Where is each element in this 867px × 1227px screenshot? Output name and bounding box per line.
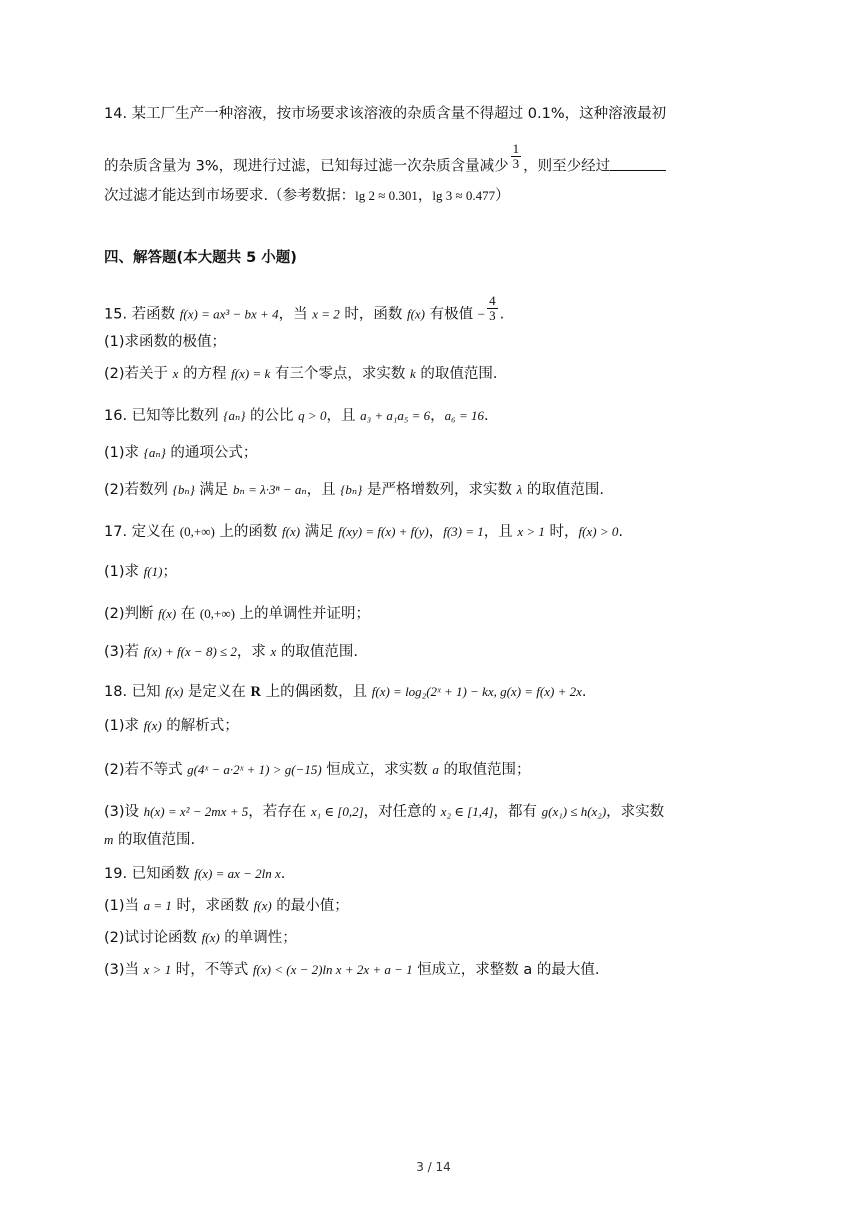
- q16-text: 的通项公式；: [165, 445, 258, 461]
- q18-stem: [104, 682, 587, 702]
- q15-part1-text: (1)求函数的极值；: [104, 334, 227, 350]
- q15-part1: [104, 332, 226, 352]
- q19-part3: [104, 960, 599, 980]
- q15-frac-num: 4: [489, 293, 496, 308]
- q16-eq: bₙ = λ·3ⁿ − aₙ: [233, 482, 307, 497]
- q15-frac-den: 3: [489, 308, 496, 323]
- q19-text: 时，求函数: [171, 898, 254, 914]
- q17-var: x: [270, 644, 277, 659]
- q16-text: (1)求: [104, 445, 144, 461]
- q14-text: 次过滤才能达到市场要求.（参考数据：: [104, 188, 356, 204]
- q19-text: (1)当: [104, 898, 144, 914]
- q15-text: ，当: [278, 306, 313, 323]
- q18-text: 恒成立，求实数: [321, 762, 433, 778]
- q16-q: q > 0: [298, 408, 327, 423]
- q19-func: f(x) = ax − 2ln x: [194, 866, 281, 881]
- q18-x1: x₁ ∈ [0,2]: [310, 804, 364, 819]
- q17-stem: [104, 522, 623, 542]
- q19-fx: f(x): [253, 898, 272, 913]
- q15-fx: f(x): [406, 306, 425, 322]
- q16-part2: [104, 480, 604, 500]
- q15-text: (2)若关于: [104, 366, 173, 382]
- q14-text: ）: [495, 188, 510, 204]
- q14-line1-text: 14. 某工厂生产一种溶液，按市场要求该溶液的杂质含量不得超过 0.1%，这种溶液最初: [104, 106, 667, 122]
- q15-text: 的方程: [178, 366, 232, 382]
- q18-part1: [104, 716, 239, 736]
- q19-text: .: [280, 866, 286, 882]
- q16-text: 的取值范围.: [522, 482, 604, 498]
- q17-eq3: f(x) > 0: [578, 524, 619, 539]
- q18-part3-cont: [104, 830, 195, 850]
- q16-seq: {aₙ}: [143, 445, 166, 460]
- q19-text: (2)试讨论函数: [104, 930, 202, 946]
- q18-ineq: g(4ˣ − a·2ˣ + 1) > g(−15): [187, 762, 322, 777]
- q16-text: .: [483, 408, 489, 424]
- q15-part2: [104, 364, 497, 384]
- q18-text: ，对任意的: [363, 804, 441, 820]
- page-number: [0, 1160, 867, 1174]
- q19-stem: [104, 864, 285, 884]
- q18-h: h(x) = x² − 2mx + 5: [143, 804, 249, 819]
- q17-text: (1)求: [104, 564, 144, 580]
- q15-eq: f(x) = k: [231, 366, 271, 381]
- q17-text: ，: [428, 524, 444, 540]
- q16-part1: [104, 443, 257, 463]
- q16-stem: [104, 406, 489, 426]
- q15-var: k: [409, 366, 416, 381]
- q18-text: 是定义在: [183, 684, 251, 700]
- q19-fx: f(x): [201, 930, 220, 945]
- q18-text: ，若存在: [248, 804, 311, 820]
- q16-seq: {bₙ}: [172, 482, 195, 497]
- q19-part1: [104, 896, 349, 916]
- q17-text: 满足: [300, 524, 339, 540]
- q17-text: 的取值范围.: [276, 644, 359, 660]
- q17-eq1: f(xy) = f(x) + f(y): [338, 524, 429, 539]
- q17-part1: [104, 562, 177, 582]
- q14-frac-den: 3: [512, 156, 520, 171]
- q14-text: ，则至少经过: [523, 158, 611, 175]
- page-number-text: 3 / 14: [416, 1160, 451, 1174]
- q18-text: ，求实数: [606, 804, 665, 820]
- q18-eq: f(x) = log₂(2ˣ + 1) − kx, g(x) = f(x) + 2x: [371, 684, 582, 699]
- q18-ineq: g(x₁) ≤ h(x₂): [541, 804, 607, 819]
- q18-text: (3)设: [104, 804, 144, 820]
- q14-text: 的杂质含量为 3%，现进行过滤，已知每过滤一次杂质含量减少: [104, 158, 509, 175]
- q18-real-set: R: [250, 684, 262, 700]
- q17-text: .: [618, 524, 623, 540]
- q17-text: 上的函数: [214, 524, 283, 540]
- q17-cond: x > 1: [517, 524, 545, 539]
- q15-text: 时，函数: [339, 306, 407, 323]
- q17-text: ，且: [483, 524, 518, 540]
- q15-fraction: [487, 294, 498, 323]
- q16-eq2: a₆ = 16: [444, 408, 484, 423]
- q16-seq: {bₙ}: [340, 482, 363, 497]
- q14-sep: ，: [417, 188, 433, 204]
- q18-text: (2)若不等式: [104, 762, 188, 778]
- q18-var: a: [432, 762, 439, 777]
- q18-part3: [104, 802, 664, 822]
- q18-fx: f(x): [143, 718, 162, 733]
- q18-text: 18. 已知: [104, 684, 166, 700]
- q17-text: 上的单调性并证明；: [234, 606, 371, 622]
- q14-frac-num: 1: [512, 141, 520, 156]
- q18-text: 的取值范围.: [113, 832, 196, 848]
- q15-text: .: [499, 306, 505, 323]
- q18-m: m: [104, 832, 114, 847]
- q17-f1: f(1): [143, 564, 163, 579]
- q17-fx: f(x): [282, 524, 301, 539]
- q16-text: (2)若数列: [104, 482, 173, 498]
- q19-cond: a = 1: [143, 898, 172, 913]
- section-heading: [104, 248, 297, 268]
- q16-text: 满足: [194, 482, 234, 498]
- q19-text: 19. 已知函数: [104, 866, 195, 882]
- q16-text: ，: [430, 408, 445, 424]
- q15-text: 有极值: [425, 306, 478, 323]
- q16-text: 是严格增数列，求实数: [362, 482, 517, 498]
- q17-ineq: f(x) + f(x − 8) ≤ 2: [143, 644, 237, 659]
- q18-text: 的取值范围；: [438, 762, 531, 778]
- q18-text: 的解析式；: [161, 718, 239, 734]
- q17-text: 在: [176, 606, 200, 622]
- q16-lambda: λ: [516, 482, 523, 497]
- q17-eq2: f(3) = 1: [443, 524, 484, 539]
- q15-text: 的取值范围.: [415, 366, 498, 382]
- q15-text: 有三个零点，求实数: [270, 366, 410, 382]
- q15-x2: x = 2: [312, 306, 340, 322]
- q19-text: (3)当: [104, 962, 144, 978]
- q16-text: ，且: [326, 408, 361, 424]
- q14-lg3: lg 3 ≈ 0.477: [432, 188, 496, 203]
- q17-fx: f(x): [158, 606, 177, 621]
- q16-seq: {aₙ}: [223, 408, 246, 423]
- q17-text: ；: [162, 564, 177, 580]
- q17-text: ，求: [236, 644, 271, 660]
- q15-func: f(x) = ax³ − bx + 4: [179, 306, 279, 322]
- q14-line1: [104, 104, 666, 124]
- q16-eq1: a₃ + a₁a₅ = 6: [360, 408, 431, 423]
- q19-part2: [104, 928, 297, 948]
- section-title: 四、解答题(本大题共 5 小题): [104, 250, 297, 266]
- q18-x2: x₂ ∈ [1,4]: [440, 804, 494, 819]
- q18-fx: f(x): [165, 684, 184, 699]
- q16-text: 16. 已知等比数列: [104, 408, 224, 424]
- q19-text: 恒成立，求整数 a 的最大值.: [412, 962, 600, 978]
- q19-text: 时，不等式: [171, 962, 253, 978]
- q17-text: 17. 定义在: [104, 524, 180, 540]
- q15-neg: −: [477, 306, 486, 322]
- q17-text: (3)若: [104, 644, 144, 660]
- q18-text: 上的偶函数，且: [261, 684, 372, 700]
- q19-cond: x > 1: [143, 962, 172, 977]
- q15-stem: [104, 293, 505, 329]
- q14-lg2: lg 2 ≈ 0.301: [355, 188, 418, 203]
- q19-ineq: f(x) < (x − 2)ln x + 2x + a − 1: [252, 962, 413, 977]
- q17-text: (2)判断: [104, 606, 159, 622]
- q19-text: 的最小值；: [271, 898, 349, 914]
- q18-text: (1)求: [104, 718, 144, 734]
- q17-part2: [104, 604, 370, 624]
- q17-domain: (0,+∞): [199, 606, 235, 621]
- q15-text: 15. 若函数: [104, 306, 180, 323]
- q15-var: x: [172, 366, 179, 381]
- q17-text: 时，: [544, 524, 579, 540]
- q14-line3: [104, 186, 510, 206]
- q16-text: 的公比: [245, 408, 299, 424]
- q19-text: 的单调性；: [219, 930, 297, 946]
- q18-part2: [104, 760, 530, 780]
- q18-text: ，都有: [493, 804, 542, 820]
- answer-blank[interactable]: [610, 156, 666, 171]
- q17-domain: (0,+∞): [179, 524, 215, 539]
- q14-fraction: [511, 142, 522, 171]
- q18-text: .: [581, 684, 587, 700]
- q14-line2: [104, 141, 666, 181]
- q17-part3: [104, 642, 358, 662]
- q16-text: ，且: [306, 482, 341, 498]
